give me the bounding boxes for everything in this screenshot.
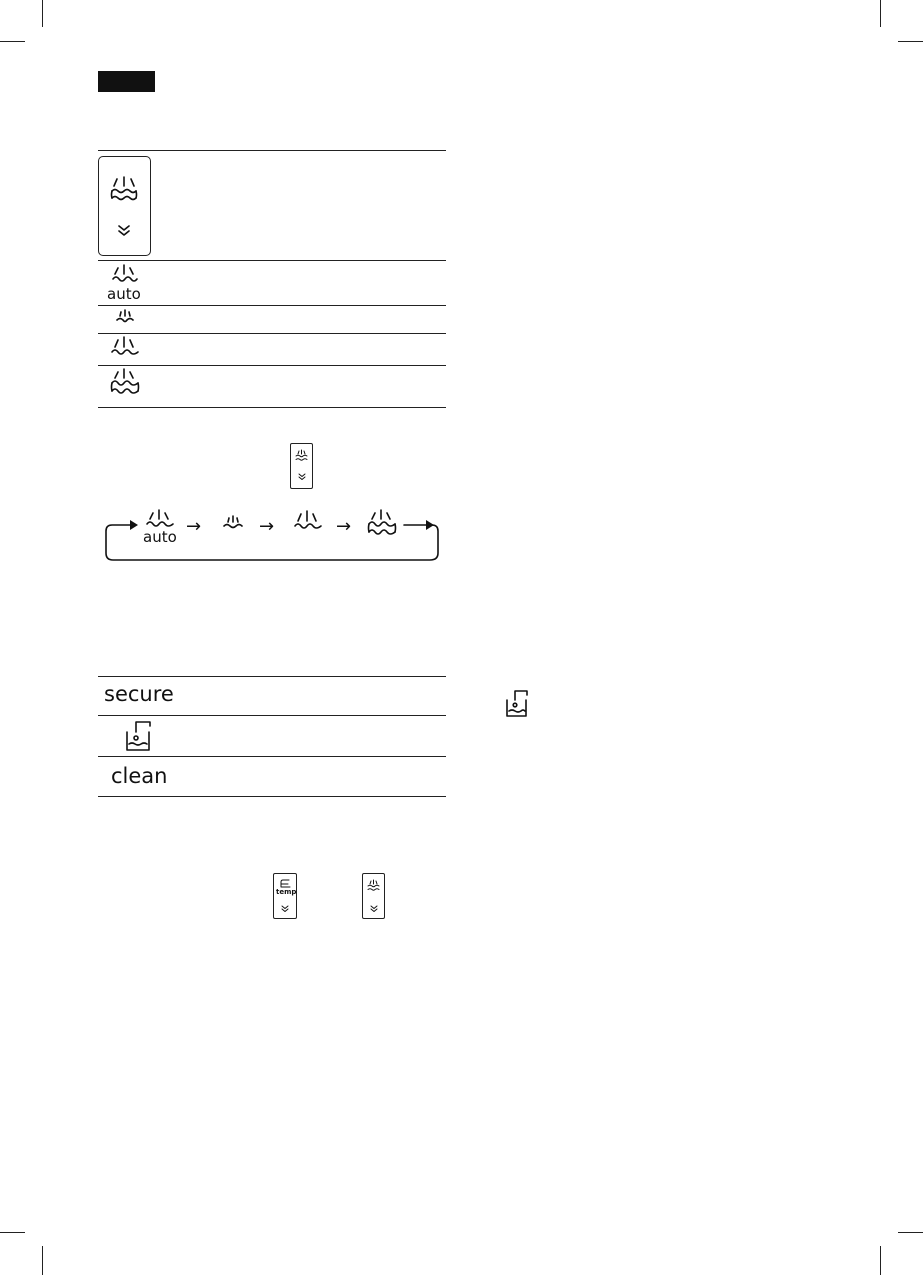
table-rule [98, 676, 446, 677]
steam-high-icon [108, 369, 142, 401]
language-tab [98, 71, 155, 92]
table-rule [98, 365, 446, 366]
temp-button-label: temp [276, 888, 297, 896]
steam-high-icon [365, 510, 399, 542]
secure-label: secure [104, 682, 174, 706]
steam-medium-icon [291, 511, 325, 535]
steam-low-icon [115, 310, 135, 326]
steam-button-icon [290, 443, 313, 489]
table-rule [98, 715, 446, 716]
steam-low-icon [222, 516, 244, 532]
table-rule [98, 305, 446, 306]
steam-auto-icon [143, 510, 177, 530]
crop-mark [0, 1232, 25, 1233]
steam-auto-icon [108, 265, 142, 287]
crop-mark [898, 41, 923, 42]
table-rule [98, 796, 446, 797]
temp-button-icon [273, 873, 297, 919]
cycle-auto-label: auto [143, 528, 177, 546]
clean-label: clean [111, 764, 168, 788]
table-rule [98, 333, 446, 334]
table-rule [98, 756, 446, 757]
cycle-arrow: → [259, 516, 275, 537]
crop-mark [42, 1246, 43, 1275]
crop-mark [42, 0, 43, 27]
steam-selector-button-icon [98, 156, 151, 256]
steam-button-icon [362, 873, 385, 919]
cycle-arrow: → [336, 516, 352, 537]
crop-mark [880, 1246, 881, 1275]
cycle-arrow: → [186, 516, 202, 537]
table-rule [98, 260, 446, 261]
crop-mark [0, 41, 25, 42]
table-rule [98, 150, 446, 151]
table-rule [98, 407, 446, 408]
crop-mark [898, 1232, 923, 1233]
crop-mark [880, 0, 881, 27]
water-tank-icon [505, 688, 529, 720]
steam-medium-icon [108, 337, 142, 361]
water-tank-icon [124, 718, 152, 754]
steam-auto-label: auto [107, 285, 141, 303]
